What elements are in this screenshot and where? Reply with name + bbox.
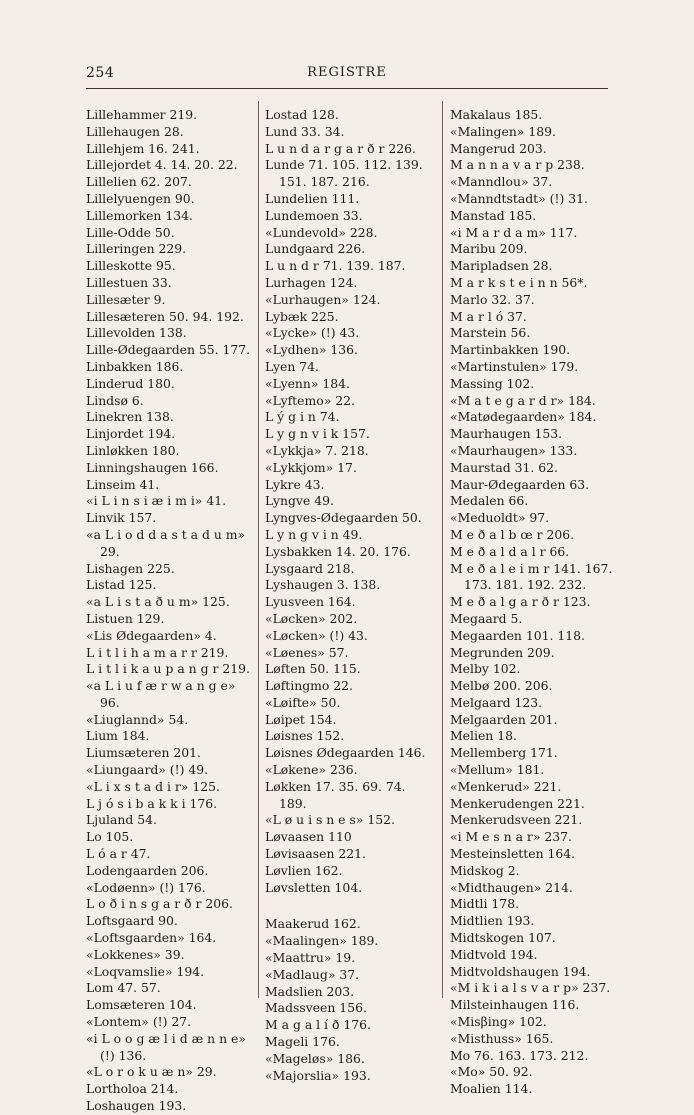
index-entry: Lille-Odde 50. bbox=[86, 224, 175, 240]
index-entry: Mellemberg 171. bbox=[450, 745, 558, 761]
index-entry: «i M e s n a r» 237. bbox=[450, 829, 572, 845]
index-entry: Madssveen 156. bbox=[265, 1000, 367, 1016]
index-entry: «i M a r d a m» 117. bbox=[450, 224, 578, 240]
index-entry: «Løcken» 202. bbox=[265, 610, 358, 626]
index-entry: Listuen 129. bbox=[86, 610, 165, 626]
index-entry: «Menkerud» 221. bbox=[450, 778, 562, 794]
index-entry: M e ð a l g a r ð r 123. bbox=[450, 594, 591, 610]
index-entry: Lillestuen 33. bbox=[86, 274, 172, 290]
index-entry: «Løcken» (!) 43. bbox=[265, 627, 368, 643]
index-entry: L u n d r 71. 139. 187. bbox=[265, 258, 406, 274]
index-entry: «a L i u f æ r w a n g e» 96. bbox=[86, 678, 236, 710]
index-entry: Melbø 200. 206. bbox=[450, 678, 553, 694]
index-entry: «Loftsgaarden» 164. bbox=[86, 930, 217, 946]
index-entry: Ljuland 54. bbox=[86, 812, 157, 828]
index-entry: Linbakken 186. bbox=[86, 358, 184, 374]
index-entry: «Misβing» 102. bbox=[450, 1014, 547, 1030]
index-entry: «Liungaard» (!) 49. bbox=[86, 762, 209, 778]
index-entry: Mangerud 203. bbox=[450, 140, 547, 156]
index-entry: Mo 76. 163. 173. 212. bbox=[450, 1047, 589, 1063]
index-entry: Maurhaugen 153. bbox=[450, 426, 563, 442]
index-entry: «M i k i a l s v a r p» 237. bbox=[450, 980, 611, 996]
index-entry: Melgaarden 201. bbox=[450, 711, 558, 727]
index-entry: «Løifte» 50. bbox=[265, 694, 341, 710]
index-entry: Megaard 5. bbox=[450, 610, 523, 626]
index-entry: «Løenes» 57. bbox=[265, 644, 349, 660]
index-entry: «Lykkja» 7. 218. bbox=[265, 442, 369, 458]
index-entry: Massing 102. bbox=[450, 375, 535, 391]
index-entry: «Midthaugen» 214. bbox=[450, 879, 573, 895]
index-column-2 bbox=[265, 107, 437, 1084]
index-entry: Maurstad 31. 62. bbox=[450, 459, 558, 475]
index-entry: Maakerud 162. bbox=[265, 916, 361, 932]
index-entry: Loftsgaard 90. bbox=[86, 913, 178, 929]
index-entry: «Mellum» 181. bbox=[450, 762, 545, 778]
index-entry: «Loqvamslie» 194. bbox=[86, 963, 205, 979]
index-entry: Lillehjem 16. 241. bbox=[86, 140, 200, 156]
index-entry: Lunde 71. 105. 112. 139. 151. 187. 216. bbox=[265, 157, 423, 190]
index-entry: Maripladsen 28. bbox=[450, 258, 553, 274]
index-entry: Lyusveen 164. bbox=[265, 594, 356, 610]
index-entry: Lundemoen 33. bbox=[265, 207, 363, 223]
column-divider bbox=[258, 101, 259, 998]
index-entry: Løvlien 162. bbox=[265, 862, 343, 878]
index-entry: Makalaus 185. bbox=[450, 107, 543, 122]
index-entry: «Maurhaugen» 133. bbox=[450, 442, 578, 458]
index-entry: Løipet 154. bbox=[265, 711, 337, 727]
index-entry: Linjordet 194. bbox=[86, 426, 176, 442]
index-entry: Manstad 185. bbox=[450, 207, 537, 223]
index-entry: Lostad 128. bbox=[265, 107, 339, 122]
index-entry: Lyshaugen 3. 138. bbox=[265, 577, 381, 593]
index-entry: «Lurhaugen» 124. bbox=[265, 291, 381, 307]
index-entry: «Manndtstadt» (!) 31. bbox=[450, 190, 588, 206]
index-entry: «Maalingen» 189. bbox=[265, 933, 379, 949]
index-entry: Midtvoldshaugen 194. bbox=[450, 963, 591, 979]
index-entry: Lillevolden 138. bbox=[86, 325, 187, 341]
index-entry: Lom 47. 57. bbox=[86, 980, 161, 996]
index-entry: Lium 184. bbox=[86, 728, 150, 744]
index-entry: «Lydhen» 136. bbox=[265, 342, 358, 358]
index-entry: Løften 50. 115. bbox=[265, 661, 361, 677]
index-entry: Lyen 74. bbox=[265, 358, 319, 374]
index-entry: «a L i o d d a s t a d u m» 29. bbox=[86, 526, 246, 559]
index-entry: «Mageløs» 186. bbox=[265, 1050, 365, 1066]
index-entry: «Lodøenn» (!) 176. bbox=[86, 879, 206, 895]
index-entry: Lindsø 6. bbox=[86, 392, 144, 408]
index-entry: Lykre 43. bbox=[265, 476, 325, 492]
index-entry: «Lokkenes» 39. bbox=[86, 946, 185, 962]
index-entry: Maur-Ødegaarden 63. bbox=[450, 476, 590, 492]
index-entry: Mageli 176. bbox=[265, 1034, 340, 1050]
index-entry: Lodengaarden 206. bbox=[86, 862, 209, 878]
index-entry: Lysgaard 218. bbox=[265, 560, 355, 576]
index-entry: Listad 125. bbox=[86, 577, 157, 593]
index-entry: Lurhagen 124. bbox=[265, 274, 358, 290]
index-entry: L ó a r 47. bbox=[86, 846, 151, 862]
index-entry: Megaarden 101. 118. bbox=[450, 627, 585, 643]
index-entry: Melgaard 123. bbox=[450, 694, 543, 710]
index-entry: Lishagen 225. bbox=[86, 560, 175, 576]
index-entry: Lund 33. 34. bbox=[265, 123, 345, 139]
index-entry: «Matødegaarden» 184. bbox=[450, 409, 597, 425]
index-entry: «Meduoldt» 97. bbox=[450, 510, 550, 526]
index-entry: Lillesæter 9. bbox=[86, 291, 166, 307]
index-entry: Linseim 41. bbox=[86, 476, 160, 492]
index-entry: M e ð a l e i m r 141. 167. 173. 181. 192. 232. bbox=[450, 560, 613, 593]
index-entry: Marstein 56. bbox=[450, 325, 531, 341]
index-entry: Menkerudengen 221. bbox=[450, 795, 585, 811]
index-entry: Lilleringen 229. bbox=[86, 241, 187, 257]
index-entry: Linløkken 180. bbox=[86, 442, 180, 458]
index-entry: Midtlien 193. bbox=[450, 913, 535, 929]
index-entry: Linderud 180. bbox=[86, 375, 175, 391]
index-entry: «Mo» 50. 92. bbox=[450, 1064, 533, 1080]
index-entry: Moalien 114. bbox=[450, 1081, 533, 1097]
index-entry: M a g a l í ð 176. bbox=[265, 1017, 371, 1033]
index-entry: «Liuglannd» 54. bbox=[86, 711, 189, 727]
index-entry: Midtskogen 107. bbox=[450, 930, 556, 946]
index-entry: «M a t e g a r d r» 184. bbox=[450, 392, 596, 408]
index-entry: M a n n a v a r p 238. bbox=[450, 157, 585, 173]
index-entry: Mesteinsletten 164. bbox=[450, 846, 576, 862]
index-entry: L y n g v i n 49. bbox=[265, 526, 363, 542]
index-entry: «Madlaug» 37. bbox=[265, 966, 360, 982]
index-entry: Linekren 138. bbox=[86, 409, 174, 425]
index-entry: «Lontem» (!) 27. bbox=[86, 1014, 192, 1030]
index-entry: Maribu 209. bbox=[450, 241, 528, 257]
index-entry: Milsteinhaugen 116. bbox=[450, 997, 580, 1013]
index-entry: L o ð i n s g a r ð r 206. bbox=[86, 896, 233, 912]
index-entry: Lysbakken 14. 20. 176. bbox=[265, 543, 411, 559]
index-entry: Melby 102. bbox=[450, 661, 521, 677]
index-entry: Lilleskotte 95. bbox=[86, 258, 176, 274]
index-entry: Madslien 203. bbox=[265, 983, 355, 999]
index-entry: «Lyftemo» 22. bbox=[265, 392, 355, 408]
index-entry: «L ø u i s n e s» 152. bbox=[265, 812, 395, 828]
index-entry: Linningshaugen 166. bbox=[86, 459, 219, 475]
index-entry: Løvaasen 110 bbox=[265, 829, 352, 845]
index-entry: «Martinstulen» 179. bbox=[450, 358, 579, 374]
index-entry: «Manndlou» 37. bbox=[450, 174, 553, 190]
index-entry: Lybæk 225. bbox=[265, 308, 339, 324]
index-entry: Marlo 32. 37. bbox=[450, 291, 535, 307]
column-divider bbox=[442, 101, 443, 998]
index-entry: Midtli 178. bbox=[450, 896, 520, 912]
index-entry: L u n d a r g a r ð r 226. bbox=[265, 140, 416, 156]
index-entry: «Lundevold» 228. bbox=[265, 224, 378, 240]
index-entry: Løvisaasen 221. bbox=[265, 846, 366, 862]
section-gap bbox=[265, 896, 437, 916]
index-entry: «Lis Ødegaarden» 4. bbox=[86, 627, 217, 643]
index-entry: Løvsletten 104. bbox=[265, 879, 363, 895]
index-entry: Lillesæteren 50. 94. 192. bbox=[86, 308, 244, 324]
index-entry: «Lycke» (!) 43. bbox=[265, 325, 360, 341]
index-entry: Løftingmo 22. bbox=[265, 678, 353, 694]
index-entry: Lillehaugen 28. bbox=[86, 123, 184, 139]
index-entry: L y g n v i k 157. bbox=[265, 426, 370, 442]
index-entry: Loshaugen 193. bbox=[86, 1098, 187, 1114]
index-entry: «i L o o g æ l i d æ n n e» (!) 136. bbox=[86, 1030, 246, 1063]
index-entry: L ý g i n 74. bbox=[265, 409, 340, 425]
index-entry: Lillelyuengen 90. bbox=[86, 190, 195, 206]
index-entry: Løisnes Ødegaarden 146. bbox=[265, 745, 426, 761]
index-entry: Midtvold 194. bbox=[450, 946, 538, 962]
index-entry: Medalen 66. bbox=[450, 493, 529, 509]
index-entry: Menkerudsveen 221. bbox=[450, 812, 583, 828]
index-entry: Linvik 157. bbox=[86, 510, 157, 526]
index-entry: Lyngve 49. bbox=[265, 493, 334, 509]
index-entry: «Misthuss» 165. bbox=[450, 1030, 554, 1046]
index-entry: «Majorslia» 193. bbox=[265, 1067, 371, 1083]
index-entry: «Lyenn» 184. bbox=[265, 375, 350, 391]
index-entry: Melien 18. bbox=[450, 728, 517, 744]
running-head-title: REGISTRE bbox=[307, 65, 387, 80]
index-entry: M a r l ó 37. bbox=[450, 308, 527, 324]
index-entry: Lyngves-Ødegaarden 50. bbox=[265, 510, 422, 526]
index-entry: Lillejordet 4. 14. 20. 22. bbox=[86, 157, 238, 173]
index-entry: Martinbakken 190. bbox=[450, 342, 571, 358]
index-entry: Lo 105. bbox=[86, 829, 134, 845]
index-entry: M e ð a l d a l r 66. bbox=[450, 543, 570, 559]
index-entry: Megrunden 209. bbox=[450, 644, 555, 660]
index-entry: «L i x s t a d i r» 125. bbox=[86, 778, 220, 794]
index-entry: Lortholoa 214. bbox=[86, 1081, 179, 1097]
index-entry: Lundelien 111. bbox=[265, 190, 360, 206]
index-entry: «L o r o k u æ n» 29. bbox=[86, 1064, 217, 1080]
index-entry: Lillehammer 219. bbox=[86, 107, 198, 122]
index-entry: L i t l i h a m a r r 219. bbox=[86, 644, 229, 660]
index-column-1 bbox=[86, 107, 256, 1115]
index-column-3 bbox=[450, 107, 615, 1098]
header-rule bbox=[86, 88, 608, 89]
index-entry: Lillelien 62. 207. bbox=[86, 174, 192, 190]
index-entry: M a r k s t e i n n 56*. bbox=[450, 274, 588, 290]
index-entry: M e ð a l b œ r 206. bbox=[450, 526, 575, 542]
index-entry: Midskog 2. bbox=[450, 862, 520, 878]
column-2-entries-bottom bbox=[265, 916, 437, 1084]
index-entry: L i t l i k a u p a n g r 219. bbox=[86, 661, 250, 677]
index-entry: Løisnes 152. bbox=[265, 728, 345, 744]
index-entry: Liumsæteren 201. bbox=[86, 745, 202, 761]
index-entry: «i L i n s i æ i m i» 41. bbox=[86, 493, 227, 509]
index-entry: L j ó s i b a k k i 176. bbox=[86, 795, 218, 811]
index-entry: Lillemorken 134. bbox=[86, 207, 193, 223]
index-entry: Lille-Ødegaarden 55. 177. bbox=[86, 342, 251, 358]
index-entry: Lundgaard 226. bbox=[265, 241, 366, 257]
index-entry: «Maattru» 19. bbox=[265, 950, 356, 966]
index-entry: «Lykkjom» 17. bbox=[265, 459, 357, 475]
page-number: 254 bbox=[86, 65, 115, 81]
index-entry: «a L i s t a ð u m» 125. bbox=[86, 594, 230, 610]
index-entry: «Malingen» 189. bbox=[450, 123, 556, 139]
index-entry: Løkken 17. 35. 69. 74. 189. bbox=[265, 778, 406, 811]
column-2-entries-top bbox=[265, 107, 437, 896]
index-entry: «Løkene» 236. bbox=[265, 762, 358, 778]
index-entry: Lomsæteren 104. bbox=[86, 997, 197, 1013]
